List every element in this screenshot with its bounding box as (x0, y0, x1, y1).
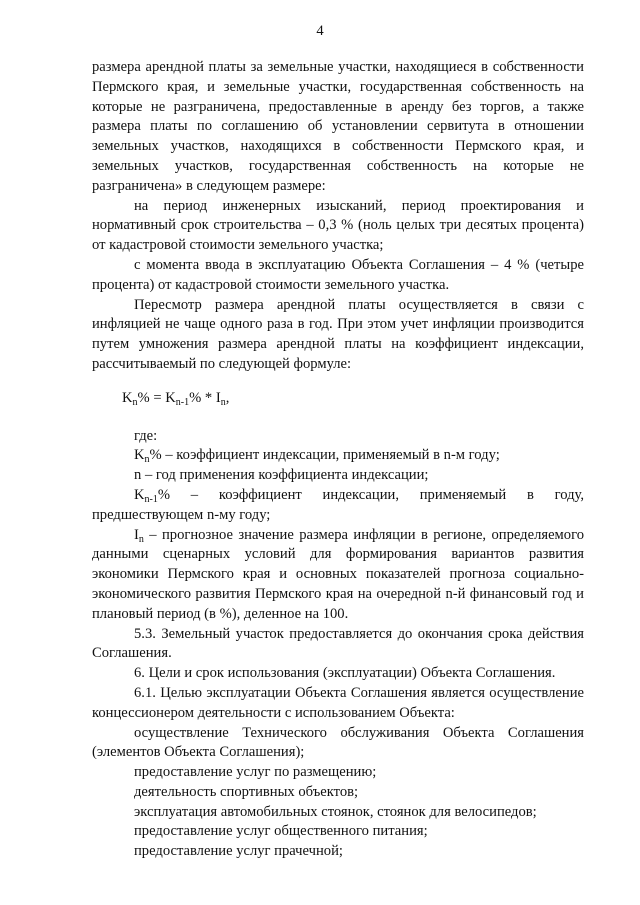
paragraph-5-3: 5.3. Земельный участок предоставляется до окончания срока действия Соглашения. (92, 625, 584, 662)
heading-section-6: 6. Цели и срок использования (эксплуатации) Объекта Соглашения. (134, 665, 556, 682)
definition-kn: $K_n\%$ – коэффициент индексации, применяемый в n-м году; (134, 447, 500, 466)
formula-sub-n-2: n (220, 396, 226, 408)
list-item-catering: предоставление услуг общественного питания; (134, 823, 428, 840)
list-item-sports: деятельность спортивных объектов; (134, 783, 359, 800)
formula-k: K (122, 389, 133, 406)
indexation-formula (92, 389, 584, 409)
paragraph-survey-period: на период инженерных изысканий, период проектирования и нормативный срок строительства – 0,3 % (ноль целых три десятых процента) от кадастровой стоимости земельного участка; (92, 197, 584, 254)
paragraph-rent-revision: Пересмотр размера арендной платы осуществляется в связи с инфляцией не чаще одного раза в год. При этом учет инфляции производится путем умножения размера арендной платы на коэффициент индексации, рассчитываемый по следующей формуле: (92, 296, 584, 372)
list-item-accommodation: предоставление услуг по размещению; (134, 764, 377, 781)
formula-end: , (225, 389, 230, 406)
definition-in: $I_n$ – прогнозное значение размера инфляции в регионе, определяемого данными сценарных условий для формирования вариантов развития экономики Пермского края и основных показателей прогноза социально-экономического развития Пермского края на очередной n-й финансовый год и плановый период (в %), деленное на 100. (92, 526, 584, 622)
list-item-maintenance: осуществление Технического обслуживания Объекта Соглашения (элементов Объекта Соглашения); (92, 724, 584, 761)
definition-kn-1: $K_{n-1}\%$ – коэффициент индексации, применяемый в году, предшествующем n-му году; (92, 486, 584, 523)
formula-eq: % = K (137, 389, 176, 406)
paragraph-6-1: 6.1. Целью эксплуатации Объекта Соглашения является осуществление концессионером деятельности с использованием Объекта: (92, 684, 584, 721)
document-body (92, 58, 584, 862)
formula-sub-n: n (132, 396, 138, 408)
formula-mult: % * I (189, 389, 221, 406)
paragraph-operation-period: с момента ввода в эксплуатацию Объекта Соглашения – 4 % (четыре процента) от кадастровой стоимости земельного участка. (92, 256, 584, 293)
definition-n: n – год применения коэффициента индексации; (134, 467, 429, 484)
page-number: 4 (316, 23, 324, 39)
formula-sub-n-1: n-1 (175, 396, 190, 408)
list-item-parking: эксплуатация автомобильных стоянок, стоянок для велосипедов; (134, 803, 537, 820)
paragraph-rent-size: размера арендной платы за земельные участки, находящиеся в собственности Пермского края, и земельные участки, государственная собственность на которые не разграничена, предоставленные в аренду без торгов, а также размера платы по соглашению об установлении сервитута в отношении земельных участков, находящихся в собственности Пермского края, и земельных участков, государственная собственность на которые не разграничена» в следующем размере: (92, 59, 584, 194)
where-label: где: (134, 427, 158, 444)
list-item-laundry: предоставление услуг прачечной; (134, 843, 343, 860)
